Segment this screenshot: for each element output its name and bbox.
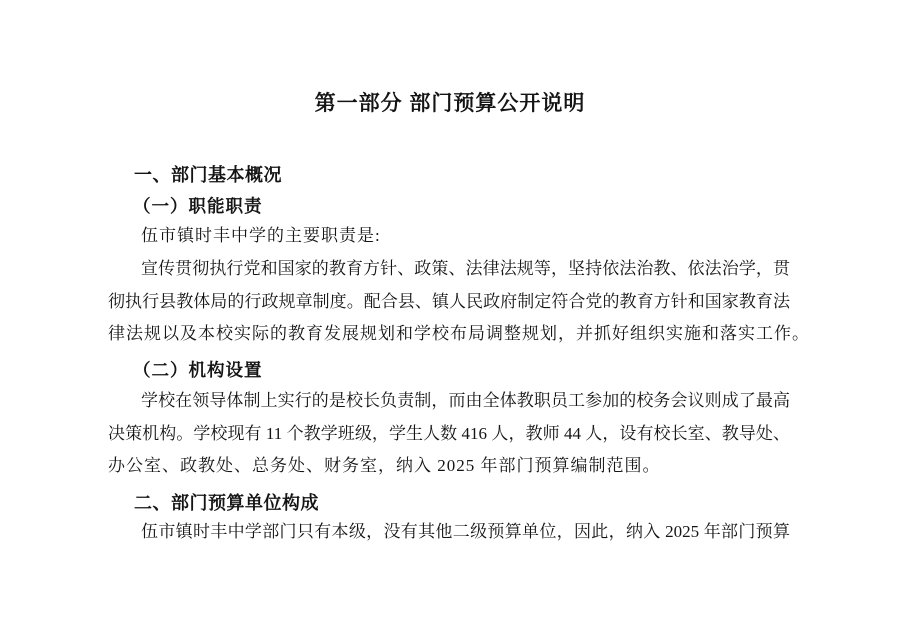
section-1-sub-2-heading: （二）机构设置 bbox=[133, 360, 263, 380]
paragraph-line: 伍市镇时丰中学的主要职责是: bbox=[141, 226, 381, 245]
paragraph-line: 宣传贯彻执行党和国家的教育方针、政策、法律法规等，坚持依法治教、依法治学，贯 bbox=[141, 259, 790, 278]
paragraph-line: 决策机构。学校现有 11 个教学班级，学生人数 416 人，教师 44 人，设有校长室、教导处、 bbox=[108, 424, 790, 443]
section-1-heading: 一、部门基本概况 bbox=[134, 165, 282, 185]
paragraph-line: 彻执行县教体局的行政规章制度。配合县、镇人民政府制定符合党的教育方针和国家教育法 bbox=[108, 292, 790, 311]
document-title: 第一部分 部门预算公开说明 bbox=[314, 92, 586, 115]
paragraph-line: 伍市镇时丰中学部门只有本级，没有其他二级预算单位，因此，纳入 2025 年部门预算 bbox=[141, 522, 790, 541]
paragraph-line: 律法规以及本校实际的教育发展规划和学校布局调整规划，并抓好组织实施和落实工作。 bbox=[108, 324, 810, 343]
section-2-heading: 二、部门预算单位构成 bbox=[134, 493, 319, 513]
paragraph-line: 办公室、政教处、总务处、财务室，纳入 2025 年部门预算编制范围。 bbox=[108, 456, 661, 475]
paragraph-line: 学校在领导体制上实行的是校长负责制，而由全体教职员工参加的校务会议则成了最高 bbox=[141, 391, 790, 410]
section-1-sub-1-heading: （一）职能职责 bbox=[133, 196, 263, 216]
